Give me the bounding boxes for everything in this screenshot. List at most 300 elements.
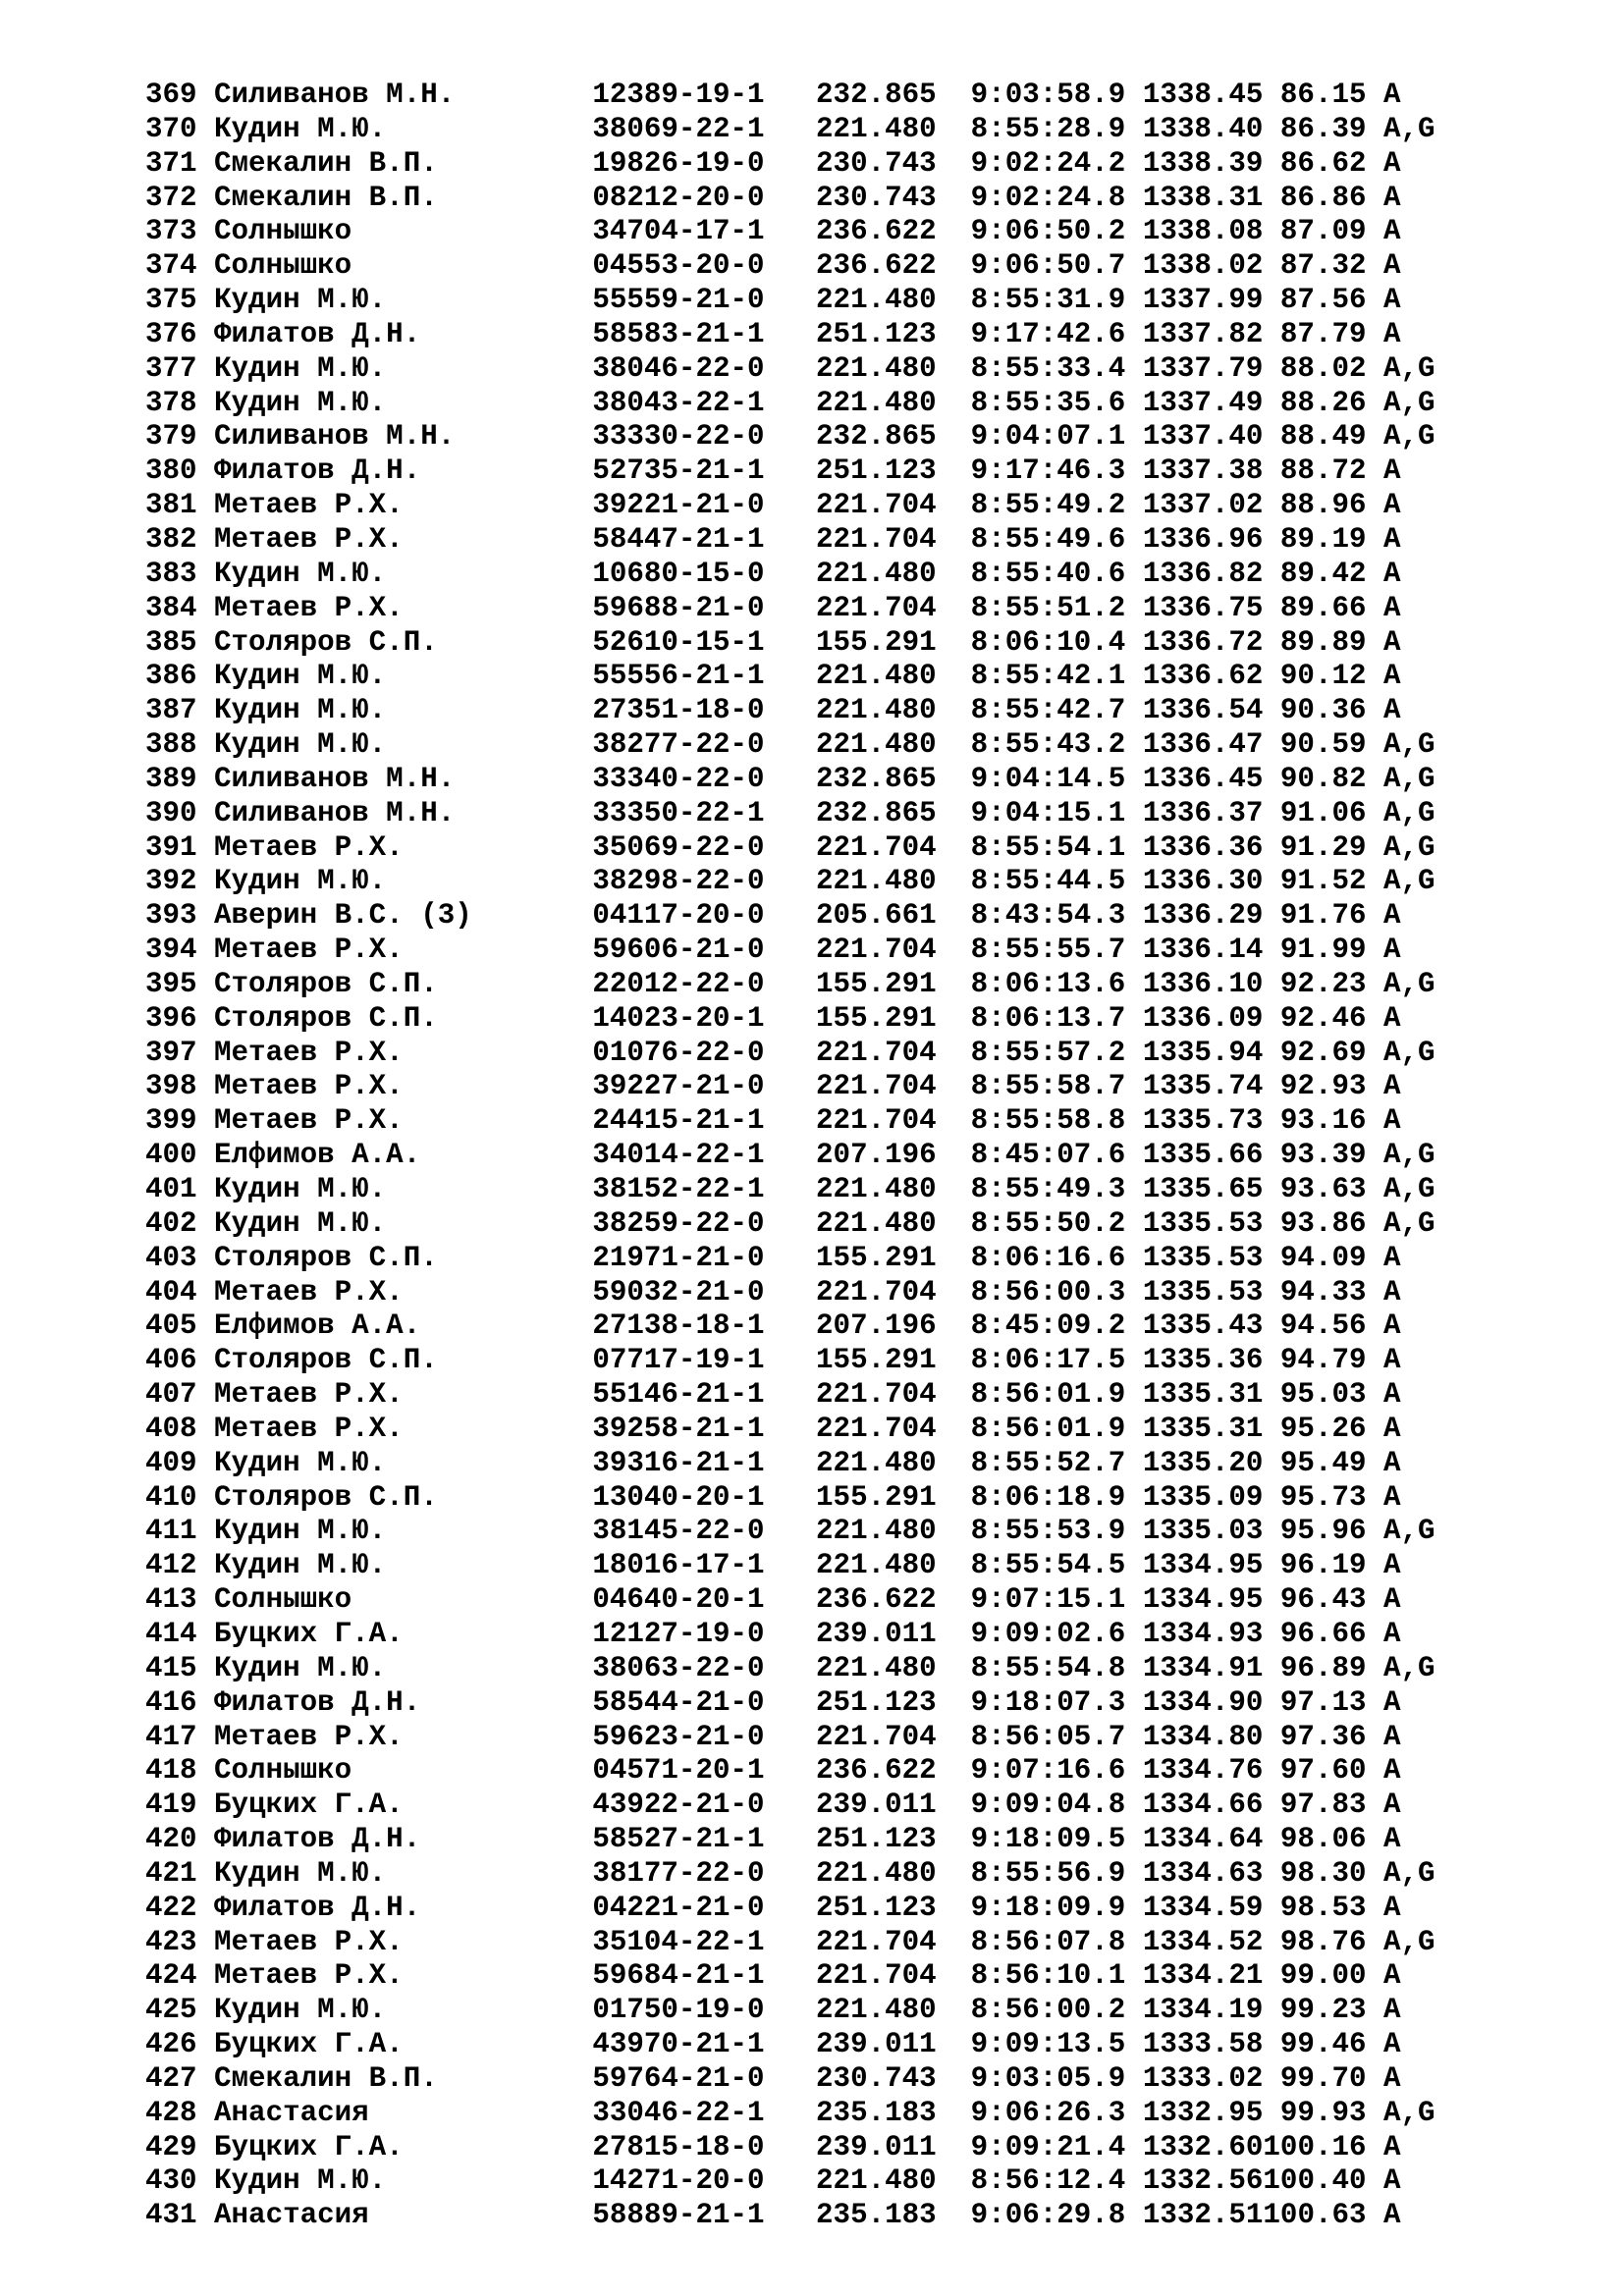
arrival-time: 8:55:49.6: [970, 522, 1126, 556]
table-row: [145, 1413, 1452, 1447]
rank-number: 413: [145, 1583, 197, 1617]
rank-number: 382: [145, 522, 197, 556]
percentile: 96.89: [1279, 1651, 1367, 1684]
table-row: [145, 592, 1452, 626]
table-row: [145, 865, 1452, 899]
flags: A: [1383, 1617, 1401, 1650]
rank-number: 415: [145, 1651, 197, 1684]
speed: 1334.93: [1142, 1617, 1264, 1650]
fancier-name: Елфимов А.А.: [214, 1309, 421, 1343]
percentile: 92.46: [1279, 1001, 1367, 1035]
table-row: [145, 899, 1452, 934]
table-row: [145, 1447, 1452, 1481]
distance: 221.704: [816, 1070, 937, 1103]
rank-number: 379: [145, 420, 197, 454]
speed: 1336.75: [1142, 591, 1264, 624]
speed: 1335.20: [1142, 1446, 1264, 1479]
fancier-name: Буцких Г.А.: [214, 2130, 404, 2163]
fancier-name: Метаев Р.Х.: [214, 1070, 404, 1103]
flags: A: [1383, 557, 1401, 590]
arrival-time: 8:06:16.6: [970, 1241, 1126, 1274]
table-row: [145, 387, 1452, 421]
distance: 236.622: [816, 249, 937, 283]
fancier-name: Кудин М.Ю.: [214, 1173, 387, 1205]
flags: A: [1383, 1994, 1401, 2027]
arrival-time: 8:55:49.2: [970, 489, 1126, 522]
percentile: 95.26: [1279, 1412, 1367, 1445]
ring-number: 04221-21-0: [592, 1891, 765, 1924]
flags: A,G: [1383, 796, 1435, 829]
fancier-name: Метаев Р.Х.: [214, 1275, 404, 1308]
table-row: [145, 2028, 1452, 2062]
table-row: [145, 1515, 1452, 1549]
distance: 230.743: [816, 2061, 937, 2095]
arrival-time: 9:06:50.2: [970, 215, 1126, 248]
table-row: [145, 1207, 1452, 1242]
ring-number: 58889-21-1: [592, 2199, 765, 2232]
flags: A: [1383, 79, 1401, 111]
speed: 1336.09: [1142, 1001, 1264, 1035]
arrival-time: 8:56:12.4: [970, 2164, 1126, 2198]
distance: 155.291: [816, 625, 937, 659]
table-row: [145, 284, 1452, 318]
fancier-name: Метаев Р.Х.: [214, 934, 404, 967]
rank-number: 418: [145, 1754, 197, 1788]
table-row: [145, 1309, 1452, 1344]
ring-number: 38177-22-0: [592, 1856, 765, 1890]
flags: A: [1383, 1241, 1401, 1274]
ring-number: 33340-22-0: [592, 762, 765, 795]
flags: A: [1383, 1789, 1401, 1822]
rank-number: 377: [145, 351, 197, 385]
ring-number: 12389-19-1: [592, 79, 765, 111]
speed: 1335.53: [1142, 1241, 1264, 1274]
fancier-name: Силиванов М.Н.: [214, 420, 456, 454]
arrival-time: 9:09:13.5: [970, 2028, 1126, 2061]
speed: 1334.76: [1142, 1754, 1264, 1788]
distance: 232.865: [816, 796, 937, 829]
percentile: 90.59: [1279, 728, 1367, 762]
arrival-time: 9:06:26.3: [970, 2096, 1126, 2129]
rank-number: 384: [145, 591, 197, 624]
flags: A: [1383, 1309, 1401, 1343]
percentile: 99.93: [1279, 2096, 1367, 2129]
distance: 221.704: [816, 489, 937, 522]
distance: 239.011: [816, 2028, 937, 2061]
rank-number: 425: [145, 1994, 197, 2027]
speed: 1336.30: [1142, 865, 1264, 898]
percentile: 95.73: [1279, 1480, 1367, 1514]
distance: 221.480: [816, 2164, 937, 2198]
ring-number: 58447-21-1: [592, 522, 765, 556]
distance: 155.291: [816, 1001, 937, 1035]
fancier-name: Кудин М.Ю.: [214, 1515, 387, 1548]
percentile: 94.09: [1279, 1241, 1367, 1274]
fancier-name: Метаев Р.Х.: [214, 1378, 404, 1412]
flags: A: [1383, 660, 1401, 693]
ring-number: 04553-20-0: [592, 249, 765, 283]
ring-number: 38298-22-0: [592, 865, 765, 898]
speed: 1334.21: [1142, 1959, 1264, 1993]
distance: 221.704: [816, 1036, 937, 1069]
arrival-time: 9:18:09.5: [970, 1823, 1126, 1856]
percentile: 92.93: [1279, 1070, 1367, 1103]
ring-number: 34704-17-1: [592, 215, 765, 248]
percentile: 89.66: [1279, 591, 1367, 624]
table-row: [145, 1721, 1452, 1755]
ring-number: 38063-22-0: [592, 1651, 765, 1684]
rank-number: 431: [145, 2199, 197, 2232]
fancier-name: Кудин М.Ю.: [214, 865, 387, 898]
speed: 1335.53: [1142, 1275, 1264, 1308]
speed: 1338.02: [1142, 249, 1264, 283]
flags: A: [1383, 2130, 1401, 2163]
arrival-time: 8:55:55.7: [970, 934, 1126, 967]
flags: A: [1383, 1378, 1401, 1412]
distance: 239.011: [816, 2130, 937, 2163]
distance: 251.123: [816, 317, 937, 350]
ring-number: 58544-21-0: [592, 1685, 765, 1719]
flags: A,G: [1383, 1925, 1435, 1958]
arrival-time: 9:09:04.8: [970, 1789, 1126, 1822]
speed: 1332.95: [1142, 2096, 1264, 2129]
arrival-time: 8:55:51.2: [970, 591, 1126, 624]
rank-number: 411: [145, 1515, 197, 1548]
fancier-name: Филатов Д.Н.: [214, 1823, 421, 1856]
distance: 232.865: [816, 762, 937, 795]
arrival-time: 8:55:56.9: [970, 1856, 1126, 1890]
percentile: 88.72: [1279, 454, 1367, 488]
speed: 1334.80: [1142, 1720, 1264, 1753]
arrival-time: 8:55:31.9: [970, 284, 1126, 317]
table-row: [145, 489, 1452, 523]
arrival-time: 8:45:09.2: [970, 1309, 1126, 1343]
distance: 207.196: [816, 1139, 937, 1172]
rank-number: 369: [145, 79, 197, 111]
table-row: [145, 1549, 1452, 1583]
flags: A: [1383, 1754, 1401, 1788]
arrival-time: 9:09:02.6: [970, 1617, 1126, 1650]
rank-number: 404: [145, 1275, 197, 1308]
percentile: 96.66: [1279, 1617, 1367, 1650]
flags: A: [1383, 2199, 1401, 2232]
speed: 1338.08: [1142, 215, 1264, 248]
percentile: 96.19: [1279, 1549, 1367, 1582]
distance: 232.865: [816, 420, 937, 454]
speed: 1335.74: [1142, 1070, 1264, 1103]
fancier-name: Елфимов А.А.: [214, 1139, 421, 1172]
table-row: [145, 1276, 1452, 1310]
table-row: [145, 2164, 1452, 2199]
rank-number: 390: [145, 796, 197, 829]
ring-number: 52735-21-1: [592, 454, 765, 488]
table-row: [145, 763, 1452, 797]
table-row: [145, 1481, 1452, 1516]
speed: 1335.36: [1142, 1344, 1264, 1377]
speed: 1334.64: [1142, 1823, 1264, 1856]
fancier-name: Кудин М.Ю.: [214, 112, 387, 145]
speed: 1337.49: [1142, 386, 1264, 419]
arrival-time: 8:55:33.4: [970, 351, 1126, 385]
ring-number: 33350-22-1: [592, 796, 765, 829]
fancier-name: Кудин М.Ю.: [214, 1994, 387, 2027]
flags: A,G: [1383, 386, 1435, 419]
rank-number: 386: [145, 660, 197, 693]
ring-number: 35069-22-0: [592, 830, 765, 864]
percentile: 91.29: [1279, 830, 1367, 864]
fancier-name: Метаев Р.Х.: [214, 591, 404, 624]
distance: 221.480: [816, 112, 937, 145]
distance: 251.123: [816, 454, 937, 488]
percentile: 95.96: [1279, 1515, 1367, 1548]
speed: 1336.54: [1142, 694, 1264, 727]
percentile: 93.63: [1279, 1173, 1367, 1205]
rank-number: 409: [145, 1446, 197, 1479]
flags: A: [1383, 284, 1401, 317]
rank-number: 421: [145, 1856, 197, 1890]
arrival-time: 8:55:57.2: [970, 1036, 1126, 1069]
ring-number: 38277-22-0: [592, 728, 765, 762]
rank-number: 396: [145, 1001, 197, 1035]
results-table: [145, 79, 1452, 2233]
percentile: 86.86: [1279, 181, 1367, 214]
percentile: 87.56: [1279, 284, 1367, 317]
percentile: 89.42: [1279, 557, 1367, 590]
rank-number: 403: [145, 1241, 197, 1274]
speed: 1335.65: [1142, 1173, 1264, 1205]
fancier-name: Буцких Г.А.: [214, 2028, 404, 2061]
ring-number: 38046-22-0: [592, 351, 765, 385]
ring-number: 59623-21-0: [592, 1720, 765, 1753]
arrival-time: 9:04:15.1: [970, 796, 1126, 829]
speed: 1336.37: [1142, 796, 1264, 829]
rank-number: 423: [145, 1925, 197, 1958]
arrival-time: 8:56:10.1: [970, 1959, 1126, 1993]
table-row: [145, 113, 1452, 147]
arrival-time: 9:07:15.1: [970, 1583, 1126, 1617]
percentile: 100.16: [1263, 2130, 1367, 2163]
speed: 1335.53: [1142, 1206, 1264, 1240]
arrival-time: 9:18:07.3: [970, 1685, 1126, 1719]
table-row: [145, 1789, 1452, 1823]
rank-number: 401: [145, 1173, 197, 1205]
fancier-name: Кудин М.Ю.: [214, 1446, 387, 1479]
rank-number: 417: [145, 1720, 197, 1753]
table-row: [145, 1173, 1452, 1207]
table-row: [145, 215, 1452, 249]
fancier-name: Филатов Д.Н.: [214, 1891, 421, 1924]
speed: 1334.91: [1142, 1651, 1264, 1684]
arrival-time: 8:55:54.5: [970, 1549, 1126, 1582]
flags: A: [1383, 2061, 1401, 2095]
fancier-name: Солнышко: [214, 215, 352, 248]
rank-number: 416: [145, 1685, 197, 1719]
flags: A: [1383, 694, 1401, 727]
percentile: 87.32: [1279, 249, 1367, 283]
speed: 1335.94: [1142, 1036, 1264, 1069]
speed: 1335.09: [1142, 1480, 1264, 1514]
speed: 1335.43: [1142, 1309, 1264, 1343]
speed: 1336.10: [1142, 967, 1264, 1000]
arrival-time: 8:55:40.6: [970, 557, 1126, 590]
ring-number: 14271-20-0: [592, 2164, 765, 2198]
rank-number: 429: [145, 2130, 197, 2163]
ring-number: 39258-21-1: [592, 1412, 765, 1445]
fancier-name: Смекалин В.П.: [214, 181, 438, 214]
fancier-name: Столяров С.П.: [214, 967, 438, 1000]
flags: A: [1383, 2164, 1401, 2198]
distance: 230.743: [816, 181, 937, 214]
fancier-name: Силиванов М.Н.: [214, 762, 456, 795]
ring-number: 38259-22-0: [592, 1206, 765, 1240]
distance: 221.480: [816, 1446, 937, 1479]
percentile: 99.00: [1279, 1959, 1367, 1993]
speed: 1334.95: [1142, 1583, 1264, 1617]
table-row: [145, 797, 1452, 831]
rank-number: 393: [145, 899, 197, 933]
percentile: 90.12: [1279, 660, 1367, 693]
ring-number: 35104-22-1: [592, 1925, 765, 1958]
table-row: [145, 1037, 1452, 1071]
ring-number: 55559-21-0: [592, 284, 765, 317]
rank-number: 400: [145, 1139, 197, 1172]
ring-number: 18016-17-1: [592, 1549, 765, 1582]
speed: 1335.31: [1142, 1412, 1264, 1445]
flags: A: [1383, 317, 1401, 350]
table-row: [145, 968, 1452, 1002]
percentile: 98.06: [1279, 1823, 1367, 1856]
speed: 1336.29: [1142, 899, 1264, 933]
speed: 1332.56: [1142, 2164, 1264, 2198]
rank-number: 375: [145, 284, 197, 317]
percentile: 92.23: [1279, 967, 1367, 1000]
distance: 232.865: [816, 79, 937, 111]
table-row: [145, 1959, 1452, 1994]
arrival-time: 9:04:14.5: [970, 762, 1126, 795]
ring-number: 43970-21-1: [592, 2028, 765, 2061]
distance: 221.480: [816, 660, 937, 693]
fancier-name: Анастасия: [214, 2096, 369, 2129]
percentile: 100.40: [1263, 2164, 1367, 2198]
fancier-name: Метаев Р.Х.: [214, 1104, 404, 1138]
distance: 236.622: [816, 1754, 937, 1788]
fancier-name: Силиванов М.Н.: [214, 796, 456, 829]
percentile: 98.30: [1279, 1856, 1367, 1890]
table-row: [145, 1994, 1452, 2028]
table-row: [145, 249, 1452, 284]
ring-number: 12127-19-0: [592, 1617, 765, 1650]
ring-number: 33046-22-1: [592, 2096, 765, 2129]
distance: 221.480: [816, 284, 937, 317]
table-row: [145, 182, 1452, 216]
percentile: 94.56: [1279, 1309, 1367, 1343]
ring-number: 01750-19-0: [592, 1994, 765, 2027]
flags: A: [1383, 934, 1401, 967]
distance: 251.123: [816, 1685, 937, 1719]
ring-number: 55556-21-1: [592, 660, 765, 693]
arrival-time: 8:55:42.7: [970, 694, 1126, 727]
distance: 221.704: [816, 1275, 937, 1308]
distance: 239.011: [816, 1789, 937, 1822]
fancier-name: Столяров С.П.: [214, 1344, 438, 1377]
ring-number: 38145-22-0: [592, 1515, 765, 1548]
flags: A,G: [1383, 1206, 1435, 1240]
distance: 221.480: [816, 1173, 937, 1205]
flags: A,G: [1383, 1856, 1435, 1890]
table-row: [145, 352, 1452, 387]
arrival-time: 8:06:18.9: [970, 1480, 1126, 1514]
arrival-time: 8:56:07.8: [970, 1925, 1126, 1958]
flags: A: [1383, 1001, 1401, 1035]
ring-number: 39316-21-1: [592, 1446, 765, 1479]
percentile: 94.79: [1279, 1344, 1367, 1377]
arrival-time: 8:43:54.3: [970, 899, 1126, 933]
speed: 1334.66: [1142, 1789, 1264, 1822]
speed: 1334.59: [1142, 1891, 1264, 1924]
fancier-name: Аверин В.С. (3): [214, 899, 472, 933]
speed: 1337.79: [1142, 351, 1264, 385]
speed: 1336.14: [1142, 934, 1264, 967]
rank-number: 406: [145, 1344, 197, 1377]
flags: A,G: [1383, 1139, 1435, 1172]
table-row: [145, 420, 1452, 454]
distance: 236.622: [816, 1583, 937, 1617]
distance: 155.291: [816, 967, 937, 1000]
arrival-time: 8:55:28.9: [970, 112, 1126, 145]
flags: A: [1383, 1549, 1401, 1582]
speed: 1337.40: [1142, 420, 1264, 454]
percentile: 91.76: [1279, 899, 1367, 933]
distance: 221.480: [816, 386, 937, 419]
fancier-name: Буцких Г.А.: [214, 1789, 404, 1822]
rank-number: 426: [145, 2028, 197, 2061]
speed: 1336.96: [1142, 522, 1264, 556]
ring-number: 24415-21-1: [592, 1104, 765, 1138]
table-row: [145, 1652, 1452, 1686]
distance: 221.480: [816, 351, 937, 385]
rank-number: 385: [145, 625, 197, 659]
flags: A: [1383, 215, 1401, 248]
distance: 221.704: [816, 1412, 937, 1445]
percentile: 93.16: [1279, 1104, 1367, 1138]
flags: A: [1383, 1959, 1401, 1993]
distance: 251.123: [816, 1823, 937, 1856]
table-row: [145, 1618, 1452, 1652]
arrival-time: 8:55:52.7: [970, 1446, 1126, 1479]
ring-number: 38152-22-1: [592, 1173, 765, 1205]
fancier-name: Силиванов М.Н.: [214, 79, 456, 111]
arrival-time: 8:06:13.6: [970, 967, 1126, 1000]
percentile: 86.39: [1279, 112, 1367, 145]
ring-number: 39221-21-0: [592, 489, 765, 522]
distance: 221.480: [816, 557, 937, 590]
arrival-time: 8:55:43.2: [970, 728, 1126, 762]
speed: 1335.66: [1142, 1139, 1264, 1172]
distance: 239.011: [816, 1617, 937, 1650]
arrival-time: 8:55:35.6: [970, 386, 1126, 419]
arrival-time: 8:55:53.9: [970, 1515, 1126, 1548]
table-row: [145, 1892, 1452, 1926]
flags: A: [1383, 591, 1401, 624]
distance: 221.704: [816, 830, 937, 864]
rank-number: 378: [145, 386, 197, 419]
ring-number: 27351-18-0: [592, 694, 765, 727]
speed: 1334.90: [1142, 1685, 1264, 1719]
speed: 1335.31: [1142, 1378, 1264, 1412]
distance: 221.704: [816, 1720, 937, 1753]
table-row: [145, 728, 1452, 763]
fancier-name: Метаев Р.Х.: [214, 1720, 404, 1753]
